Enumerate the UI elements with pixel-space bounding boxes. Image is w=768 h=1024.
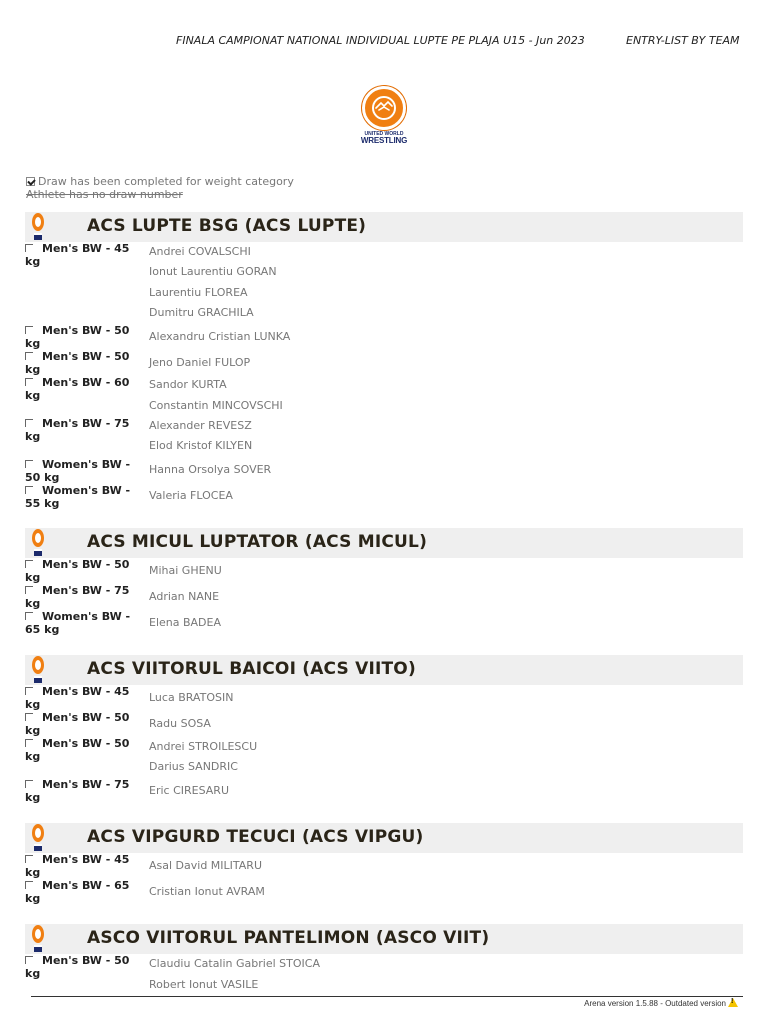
athlete-name: Valeria FLOCEA bbox=[149, 489, 233, 502]
athlete-name: Cristian Ionut AVRAM bbox=[149, 885, 265, 898]
legend-no-draw-number: Athlete has no draw number bbox=[26, 188, 183, 201]
weight-category: Men's BW - 65 kg bbox=[25, 879, 130, 905]
checked-box-icon bbox=[26, 177, 35, 186]
draw-marker-icon bbox=[25, 855, 33, 863]
team-medal-icon bbox=[32, 656, 44, 684]
athlete-name: Elena BADEA bbox=[149, 616, 221, 629]
event-title: FINALA CAMPIONAT NATIONAL INDIVIDUAL LUPTE PE PLAJA U15 - Jun 2023 bbox=[176, 34, 585, 47]
weight-category: Women's BW - 65 kg bbox=[25, 610, 131, 636]
team-header bbox=[25, 823, 743, 853]
logo-line1: UNITED WORLD bbox=[364, 131, 404, 137]
team-medal-icon bbox=[32, 529, 44, 557]
athlete-name: Laurentiu FLOREA bbox=[149, 286, 248, 299]
draw-marker-icon bbox=[25, 560, 33, 568]
weight-category: Men's BW - 50 kg bbox=[25, 711, 130, 737]
team-header bbox=[25, 924, 743, 954]
team-name: ACS VIITORUL BAICOI (ACS VIITO) bbox=[87, 659, 416, 679]
draw-marker-icon bbox=[25, 739, 33, 747]
draw-marker-icon bbox=[25, 687, 33, 695]
legend bbox=[26, 175, 294, 201]
weight-category: Women's BW - 50 kg bbox=[25, 458, 131, 484]
athlete-name: Radu SOSA bbox=[149, 717, 211, 730]
page-header bbox=[0, 34, 768, 50]
team-section bbox=[25, 528, 743, 636]
draw-marker-icon bbox=[25, 612, 33, 620]
athlete-name: Elod Kristof KILYEN bbox=[149, 439, 253, 452]
draw-marker-icon bbox=[25, 486, 33, 494]
athlete-name: Dumitru GRACHILA bbox=[149, 306, 254, 319]
version-text: Arena version 1.5.88 - Outdated version bbox=[584, 999, 726, 1008]
athlete-name: Sandor KURTA bbox=[149, 378, 227, 391]
weight-category: Men's BW - 50 kg bbox=[25, 954, 130, 980]
team-name: ACS VIPGURD TECUCI (ACS VIPGU) bbox=[87, 827, 424, 847]
weight-category: Men's BW - 50 kg bbox=[25, 558, 130, 584]
team-section bbox=[25, 823, 743, 905]
draw-marker-icon bbox=[25, 378, 33, 386]
weight-category: Men's BW - 60 kg bbox=[25, 376, 130, 402]
draw-marker-icon bbox=[25, 326, 33, 334]
document-title: ENTRY-LIST BY TEAM bbox=[626, 34, 740, 47]
athlete-name: Darius SANDRIC bbox=[149, 760, 238, 773]
footer-divider bbox=[31, 996, 743, 997]
weight-category: Men's BW - 50 kg bbox=[25, 350, 130, 376]
team-medal-icon bbox=[32, 824, 44, 852]
athlete-name: Andrei COVALSCHI bbox=[149, 245, 251, 258]
team-name: ACS MICUL LUPTATOR (ACS MICUL) bbox=[87, 532, 428, 552]
athlete-name: Alexandru Cristian LUNKA bbox=[149, 330, 291, 343]
team-name: ACS LUPTE BSG (ACS LUPTE) bbox=[87, 216, 367, 236]
team-header bbox=[25, 655, 743, 685]
legend-draw-completed: Draw has been completed for weight category bbox=[38, 175, 294, 188]
athlete-name: Alexander REVESZ bbox=[149, 419, 252, 432]
weight-category: Men's BW - 75 kg bbox=[25, 417, 130, 443]
logo-line2: WRESTLING bbox=[360, 136, 408, 145]
team-section bbox=[25, 924, 743, 991]
draw-marker-icon bbox=[25, 780, 33, 788]
team-header bbox=[25, 528, 743, 558]
draw-marker-icon bbox=[25, 460, 33, 468]
weight-category: Men's BW - 50 kg bbox=[25, 324, 130, 350]
athlete-name: Hanna Orsolya SOVER bbox=[149, 463, 272, 476]
draw-marker-icon bbox=[25, 713, 33, 721]
team-header bbox=[25, 212, 743, 242]
athlete-name: Asal David MILITARU bbox=[149, 859, 262, 872]
weight-category: Men's BW - 50 kg bbox=[25, 737, 130, 763]
draw-marker-icon bbox=[25, 881, 33, 889]
athlete-name: Jeno Daniel FULOP bbox=[149, 356, 251, 369]
weight-category: Men's BW - 45 kg bbox=[25, 853, 130, 879]
athlete-name: Andrei STROILESCU bbox=[149, 740, 258, 753]
draw-marker-icon bbox=[25, 586, 33, 594]
athlete-name: Mihai GHENU bbox=[149, 564, 222, 577]
weight-category: Men's BW - 75 kg bbox=[25, 584, 130, 610]
footer bbox=[584, 998, 738, 1008]
athlete-name: Eric CIRESARU bbox=[149, 784, 229, 797]
team-medal-icon bbox=[32, 213, 44, 241]
team-medal-icon bbox=[32, 925, 44, 953]
athlete-name: Luca BRATOSIN bbox=[149, 691, 234, 704]
team-name: ASCO VIITORUL PANTELIMON (ASCO VIIT) bbox=[87, 928, 490, 948]
weight-category: Men's BW - 75 kg bbox=[25, 778, 130, 804]
weight-category: Men's BW - 45 kg bbox=[25, 242, 130, 268]
athlete-name: Constantin MINCOVSCHI bbox=[149, 399, 283, 412]
team-section bbox=[25, 212, 743, 510]
athlete-name: Adrian NANE bbox=[149, 590, 220, 603]
draw-marker-icon bbox=[25, 956, 33, 964]
uww-logo-icon bbox=[360, 86, 408, 146]
team-section bbox=[25, 655, 743, 804]
draw-marker-icon bbox=[25, 244, 33, 252]
athlete-name: Ionut Laurentiu GORAN bbox=[149, 265, 277, 278]
athlete-name: Claudiu Catalin Gabriel STOICA bbox=[149, 957, 320, 970]
weight-category: Women's BW - 55 kg bbox=[25, 484, 131, 510]
weight-category: Men's BW - 45 kg bbox=[25, 685, 130, 711]
warning-icon bbox=[728, 998, 738, 1007]
athlete-name: Robert Ionut VASILE bbox=[149, 978, 259, 991]
draw-marker-icon bbox=[25, 352, 33, 360]
draw-marker-icon bbox=[25, 419, 33, 427]
